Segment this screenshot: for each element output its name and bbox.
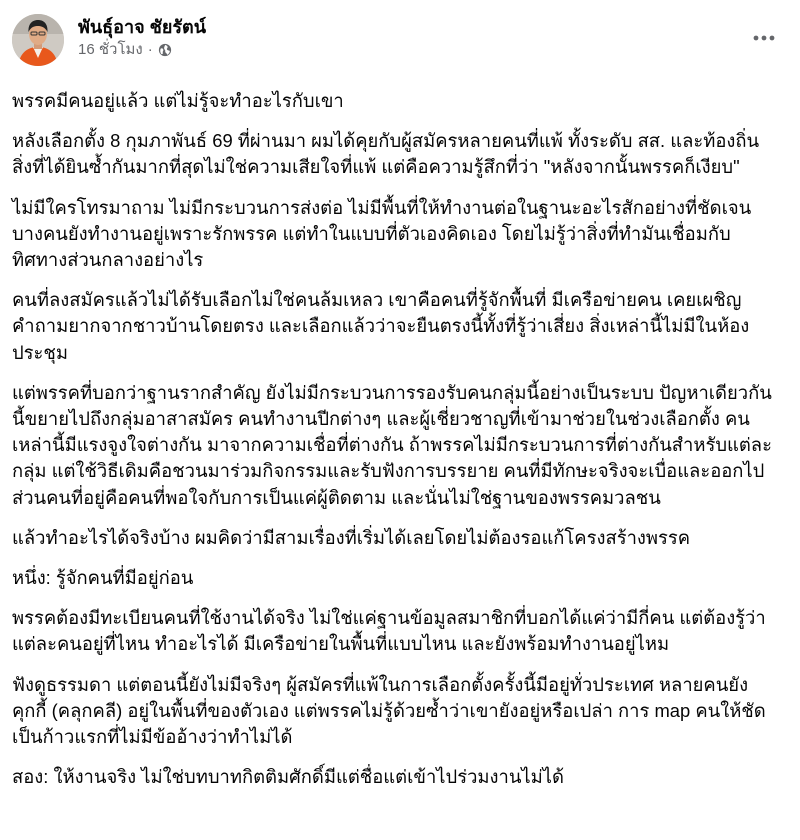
post-paragraph: ไม่มีใครโทรมาถาม ไม่มีกระบวนการส่งต่อ ไม่มีพื้นที่ให้ทำงานต่อในฐานะอะไรสักอย่างที่ชัดเจน บางคนยังทำงานอยู่เพราะรักพรรค แต่ทำในแบบที่ตัวเองคิดเอง โดยไม่รู้ว่าสิ่งที่ทำมันเชื่อมกับทิศทางส่วนกลางอย่างไร [12, 196, 752, 271]
post-paragraph: คนที่ลงสมัครแล้วไม่ได้รับเลือกไม่ใช่คนล้มเหลว เขาคือคนที่รู้จักพื้นที่ มีเครือข่ายคน เคยเผชิญคำถามยากจากชาวบ้านโดยตรง และเลือกแล้วว่าจะยืนตรงนี้ทั้งที่รู้ว่าเสี่ยง สิ่งเหล่านี้ไม่มีในห้องประชุม [12, 289, 750, 363]
avatar-image [12, 14, 64, 66]
post-paragraph: หนึ่ง: รู้จักคนที่มีอยู่ก่อน [12, 567, 194, 589]
post-body [10, 88, 784, 790]
post-timestamp[interactable]: 16 ชั่วโมง [78, 41, 143, 58]
more-horizontal-icon [753, 35, 775, 41]
post-paragraph: แล้วทำอะไรได้จริงบ้าง ผมคิดว่ามีสามเรื่องที่เริ่มได้เลยโดยไม่ต้องรอแก้โครงสร้างพรรค [12, 526, 691, 548]
post-paragraph: พรรคมีคนอยู่แล้ว แต่ไม่รู้จะทำอะไรกับเขา [12, 90, 344, 111]
author-name[interactable]: พันธุ์อาจ ชัยรัตน์ [78, 17, 207, 37]
post-paragraph: หลังเลือกตั้ง 8 กุมภาพันธ์ 69 ที่ผ่านมา ผมได้คุยกับผู้สมัครหลายคนที่แพ้ ทั้งระดับ สส. และท้องถิ่น สิ่งที่ได้ยินซ้ำกันมากที่สุดไม่ใช่ความเสียใจที่แพ้ แต่คือความรู้สึกที่ว่า "หลังจากนั้นพรรคก็เงียบ" [12, 130, 760, 178]
more-options-button[interactable] [746, 20, 782, 56]
post-meta [78, 41, 746, 59]
post-paragraph: สอง: ให้งานจริง ไม่ใช่บทบาทกิตติมศักดิ์มีแต่ชื่อแต่เข้าไปร่วมงานไม่ได้ [12, 766, 564, 788]
author-block [78, 16, 746, 59]
post-paragraph: พรรคต้องมีทะเบียนคนที่ใช้งานได้จริง ไม่ใช่แค่ฐานข้อมูลสมาชิกที่บอกได้แค่ว่ามีกี่คน แต่ต้องรู้ว่าแต่ละคนอยู่ที่ไหน ทำอะไรได้ มีเครือข่ายในพื้นที่แบบไหน และยังพร้อมทำงานอยู่ไหม [12, 607, 766, 655]
globe-icon[interactable] [158, 43, 172, 57]
post-paragraph: ฟังดูธรรมดา แต่ตอนนี้ยังไม่มีจริงๆ ผู้สมัครที่แพ้ในการเลือกตั้งครั้งนี้มีอยู่ทั่วประเทศ หลายคนยังคุกกี้ (คลุกคลี) อยู่ในพื้นที่ของตัวเอง แต่พรรคไม่รู้ด้วยซ้ำว่าเขายังอยู่หรือเปล่า การ map คนให้ชัดเป็นก้าวแรกที่ไม่มีข้ออ้างว่าทำไม่ได้ [12, 673, 766, 748]
post-header [10, 12, 784, 76]
meta-separator: · [147, 41, 153, 58]
post-paragraph: แต่พรรคที่บอกว่าฐานรากสำคัญ ยังไม่มีกระบวนการรองรับคนกลุ่มนี้อย่างเป็นระบบ ปัญหาเดียวกันนี้ขยายไปถึงกลุ่มอาสาสมัคร คนทำงานปีกต่างๆ และผู้เชี่ยวชาญที่เข้ามาช่วยในช่วงเลือกตั้ง คนเหล่านี้มีแรงจูงใจต่างกัน มาจากความเชื่อที่ต่างกัน ถ้าพรรคไม่มีกระบวนการที่ต่างกันสำหรับแต่ละกลุ่ม แต่ใช้วิธีเดิมคือชวนมาร่วมกิจกรรมและรับฟังการบรรยาย คนที่มีทักษะจริงจะเบื่อและออกไป ส่วนคนที่อยู่คือคนที่พอใจกับการเป็นแค่ผู้ติดตาม และนั่นไม่ใช่ฐานของพรรคมวลชน [12, 381, 772, 508]
author-avatar[interactable] [12, 14, 64, 66]
